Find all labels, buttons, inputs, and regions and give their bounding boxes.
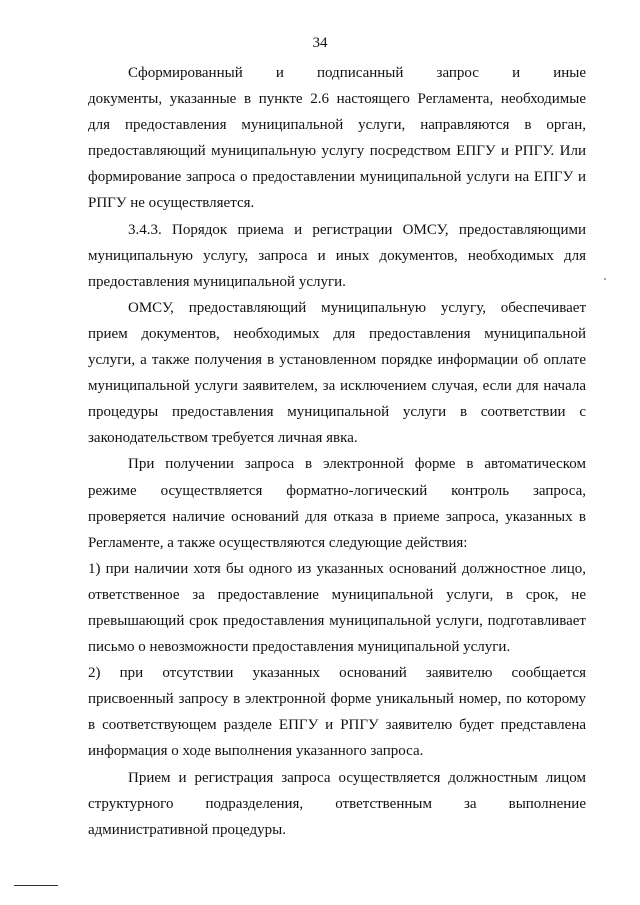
scan-speck (604, 278, 606, 280)
text-line: ОМСУ, предоставляющий муниципальную услугу, обеспечивает (128, 299, 586, 316)
text-line: проверяется наличие оснований для отказа в приеме запроса, указанных в (88, 508, 586, 525)
document-body (88, 60, 586, 843)
paragraph-7 (88, 765, 586, 791)
text-line: 1) при наличии хотя бы одного из указанных оснований должностное лицо, (88, 560, 586, 577)
text-line: предоставления муниципальной услуги. (88, 273, 346, 290)
text-line: РПГУ не осуществляется. (88, 195, 255, 212)
text-line: ответственное за предоставление муниципальной услуги, в срок, не (88, 586, 586, 603)
text-line: административной процедуры. (88, 821, 286, 838)
paragraph-3-cont (88, 321, 586, 451)
paragraph-2 (88, 217, 586, 243)
text-line: превышающий срок предоставления муниципальной услуги, подготавливает (88, 612, 586, 629)
text-line: прием документов, необходимых для предоставления муниципальной (88, 325, 586, 342)
text-line: структурного подразделения, ответственным за выполнение (88, 795, 586, 812)
text-line: При получении запроса в электронной форме в автоматическом (128, 456, 586, 473)
text-line: услуги, а также получения в установленном порядке информации об оплате (88, 352, 586, 369)
text-line: Регламенте, а также осуществляются следующие действия: (88, 534, 468, 551)
text-line: присвоенный запросу в электронной форме уникальный номер, по которому (88, 691, 586, 708)
page-number: 34 (312, 35, 328, 51)
text-line: документы, указанные в пункте 2.6 настоящего Регламента, необходимые (88, 91, 586, 108)
text-line: 3.4.3. Порядок приема и регистрации ОМСУ, предоставляющими (128, 221, 586, 238)
text-line: 2) при отсутствии указанных оснований заявителю сообщается (88, 665, 586, 682)
text-line: для предоставления муниципальной услуги, направляются в орган, (88, 117, 586, 134)
text-line: формирование запроса о предоставлении муниципальной услуги на ЕПГУ и (88, 169, 586, 186)
text-line: предоставляющий муниципальную услугу посредством ЕПГУ и РПГУ. Или (88, 143, 586, 160)
footer-rule (14, 885, 58, 886)
text-line: режиме осуществляется форматно-логический контроль запроса, (88, 482, 586, 499)
text-line: муниципальную услугу, запроса и иных документов, необходимых для (88, 247, 586, 264)
paragraph-2-cont (88, 243, 586, 295)
paragraph-1-cont (88, 86, 586, 216)
paragraph-7-cont (88, 791, 586, 843)
paragraph-1 (88, 60, 586, 86)
list-item-1 (88, 556, 586, 660)
paragraph-3 (88, 295, 586, 321)
text-line: законодательством требуется личная явка. (88, 430, 358, 447)
text-line: письмо о невозможности предоставления муниципальной услуги. (88, 639, 511, 656)
text-line: информация о ходе выполнения указанного запроса. (88, 743, 424, 760)
text-line: муниципальной услуги заявителем, за исключением случая, если для начала (88, 378, 586, 395)
text-line: Сформированный и подписанный запрос и иные (128, 65, 586, 81)
text-line: процедуры предоставления муниципальной услуги в соответствии с (88, 404, 586, 421)
text-line: Прием и регистрация запроса осуществляется должностным лицом (128, 769, 586, 786)
paragraph-4 (88, 451, 586, 477)
paragraph-4-cont (88, 478, 586, 556)
list-item-2 (88, 660, 586, 764)
text-line: в соответствующем разделе ЕПГУ и РПГУ заявителю будет представлена (88, 717, 586, 734)
